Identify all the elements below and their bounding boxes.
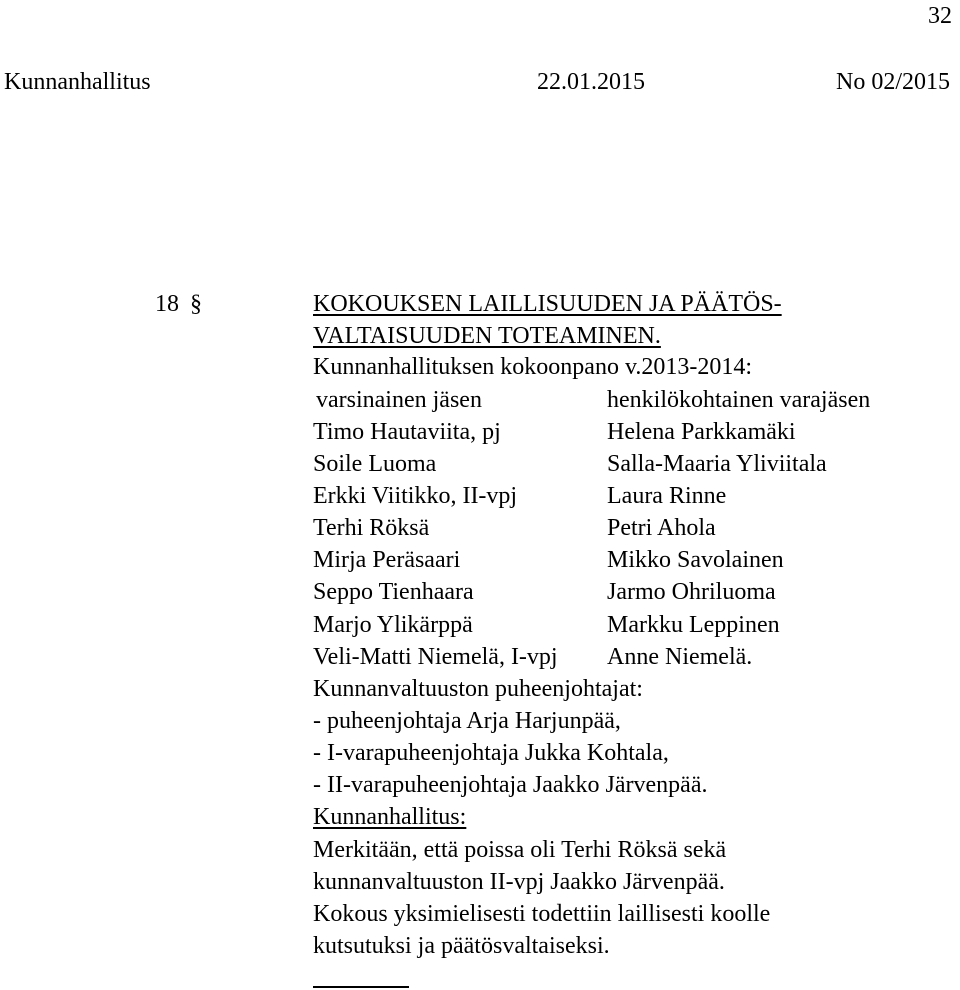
deputy-name: Laura Rinne: [607, 483, 727, 509]
section-title-line1: KOKOUKSEN LAILLISUUDEN JA PÄÄTÖS-: [313, 291, 782, 317]
decision-line: Merkitään, että poissa oli Terhi Röksä sekä: [313, 837, 727, 863]
section-title-line2: VALTAISUUDEN TOTEAMINEN.: [313, 323, 661, 349]
decision-line: Kokous yksimielisesti todettiin laillisesti koolle: [313, 901, 771, 927]
council-chairs-heading: Kunnanvaltuuston puheenjohtajat:: [313, 676, 643, 702]
member-name: Marjo Ylikärppä: [313, 612, 473, 638]
footer-rule: [313, 986, 409, 988]
deputy-name: Mikko Savolainen: [607, 547, 784, 573]
section-number: 18: [155, 291, 179, 317]
deputy-name: Jarmo Ohriluoma: [607, 579, 776, 605]
header-date: 22.01.2015: [537, 69, 645, 95]
member-name: Timo Hautaviita, pj: [313, 419, 501, 445]
deputy-name: Helena Parkkamäki: [607, 419, 796, 445]
decision-line: kutsutuksi ja päätösvaltaiseksi.: [313, 933, 610, 959]
member-name: Mirja Peräsaari: [313, 547, 461, 573]
council-chair-line: - puheenjohtaja Arja Harjunpää,: [313, 708, 621, 734]
council-chair-line: - II-varapuheenjohtaja Jaakko Järvenpää.: [313, 772, 708, 798]
member-name: Erkki Viitikko, II-vpj: [313, 483, 518, 509]
section-symbol: §: [190, 291, 202, 317]
deputy-name: Markku Leppinen: [607, 612, 780, 638]
member-name: Soile Luoma: [313, 451, 437, 477]
composition-heading: Kunnanhallituksen kokoonpano v.2013-2014:: [313, 354, 753, 380]
header-body: Kunnanhallitus: [4, 69, 151, 95]
member-name: Terhi Röksä: [313, 515, 430, 541]
header-number: No 02/2015: [836, 69, 950, 95]
member-name: Seppo Tienhaara: [313, 579, 474, 605]
decision-label: Kunnanhallitus:: [313, 804, 467, 830]
column-header-members: varsinainen jäsen: [316, 387, 482, 413]
decision-line: kunnanvaltuuston II-vpj Jaakko Järvenpää.: [313, 869, 725, 895]
deputy-name: Anne Niemelä.: [607, 644, 753, 670]
page-number: 32: [928, 3, 952, 29]
deputy-name: Salla-Maaria Yliviitala: [607, 451, 827, 477]
council-chair-line: - I-varapuheenjohtaja Jukka Kohtala,: [313, 740, 669, 766]
member-name: Veli-Matti Niemelä, I-vpj: [313, 644, 558, 670]
deputy-name: Petri Ahola: [607, 515, 716, 541]
column-header-deputies: henkilökohtainen varajäsen: [607, 387, 871, 413]
